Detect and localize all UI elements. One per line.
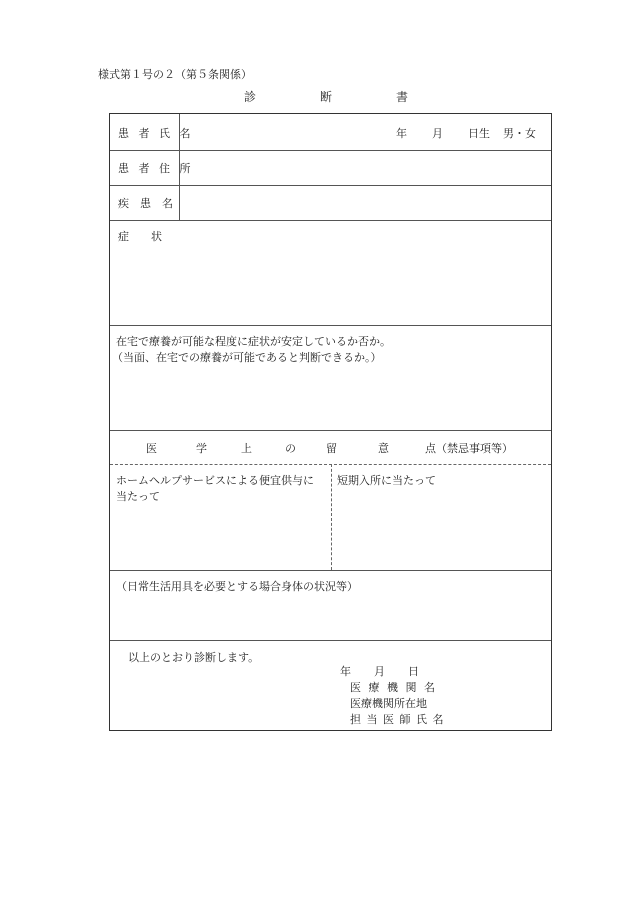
cert-month-label: 月 [374,665,385,678]
disease-name-label: 疾 患 名 [118,197,173,210]
patient-name-label: 患 者 氏 名 [118,127,194,140]
sex-options: 男・女 [503,127,536,140]
medical-notes-char: 上 [241,442,252,455]
medical-notes-char: 医 [146,442,157,455]
home-help-line1: ホームヘルプサービスによる便宜供与に [116,474,314,487]
form-number: 様式第１号の２（第５条関係） [98,68,252,81]
short-stay-label: 短期入所に当たって [337,474,436,487]
cert-day-label: 日 [408,665,419,678]
medical-notes-char: 留 [326,442,337,455]
cert-year-label: 年 [340,665,351,678]
label-column-divider [179,114,180,220]
row-divider [110,150,551,151]
title-char: 書 [396,90,409,104]
diagnosis-form-table [109,113,552,731]
symptoms-label: 症 状 [118,230,162,243]
medical-notes-char: の [285,442,296,455]
certification-statement: 以上のとおり診断します。 [128,651,260,664]
document-title [244,88,408,105]
daily-equipment-label: （日常生活用具を必要とする場合身体の状況等） [116,580,358,593]
dashed-column-divider [331,464,332,570]
row-divider [110,430,551,431]
institution-name-label: 医 療 機 関 名 [350,681,437,694]
institution-address-label: 医療機関所在地 [350,697,427,710]
row-divider [110,570,551,571]
medical-notes-char: 意 [378,442,389,455]
row-divider [110,185,551,186]
patient-address-label: 患 者 住 所 [118,162,194,175]
doctor-name-label: 担 当 医 師 氏 名 [350,713,445,726]
title-char: 断 [320,90,333,104]
row-divider [110,220,551,221]
medical-notes-char: 学 [196,442,207,455]
home-care-question-line1: 在宅で療養が可能な程度に症状が安定しているか否か。 [116,335,391,348]
row-divider [110,325,551,326]
medical-notes-last: 点（禁忌事項等） [425,442,513,455]
birth-day-label: 日生 [468,127,490,140]
title-char: 診 [244,90,257,104]
home-help-line2: 当たって [116,490,160,503]
row-divider [110,640,551,641]
birth-month-label: 月 [432,127,443,140]
home-care-question-line2: （当面、在宅での療養が可能であると判断できるか。） [112,351,382,364]
birth-year-label: 年 [396,127,407,140]
